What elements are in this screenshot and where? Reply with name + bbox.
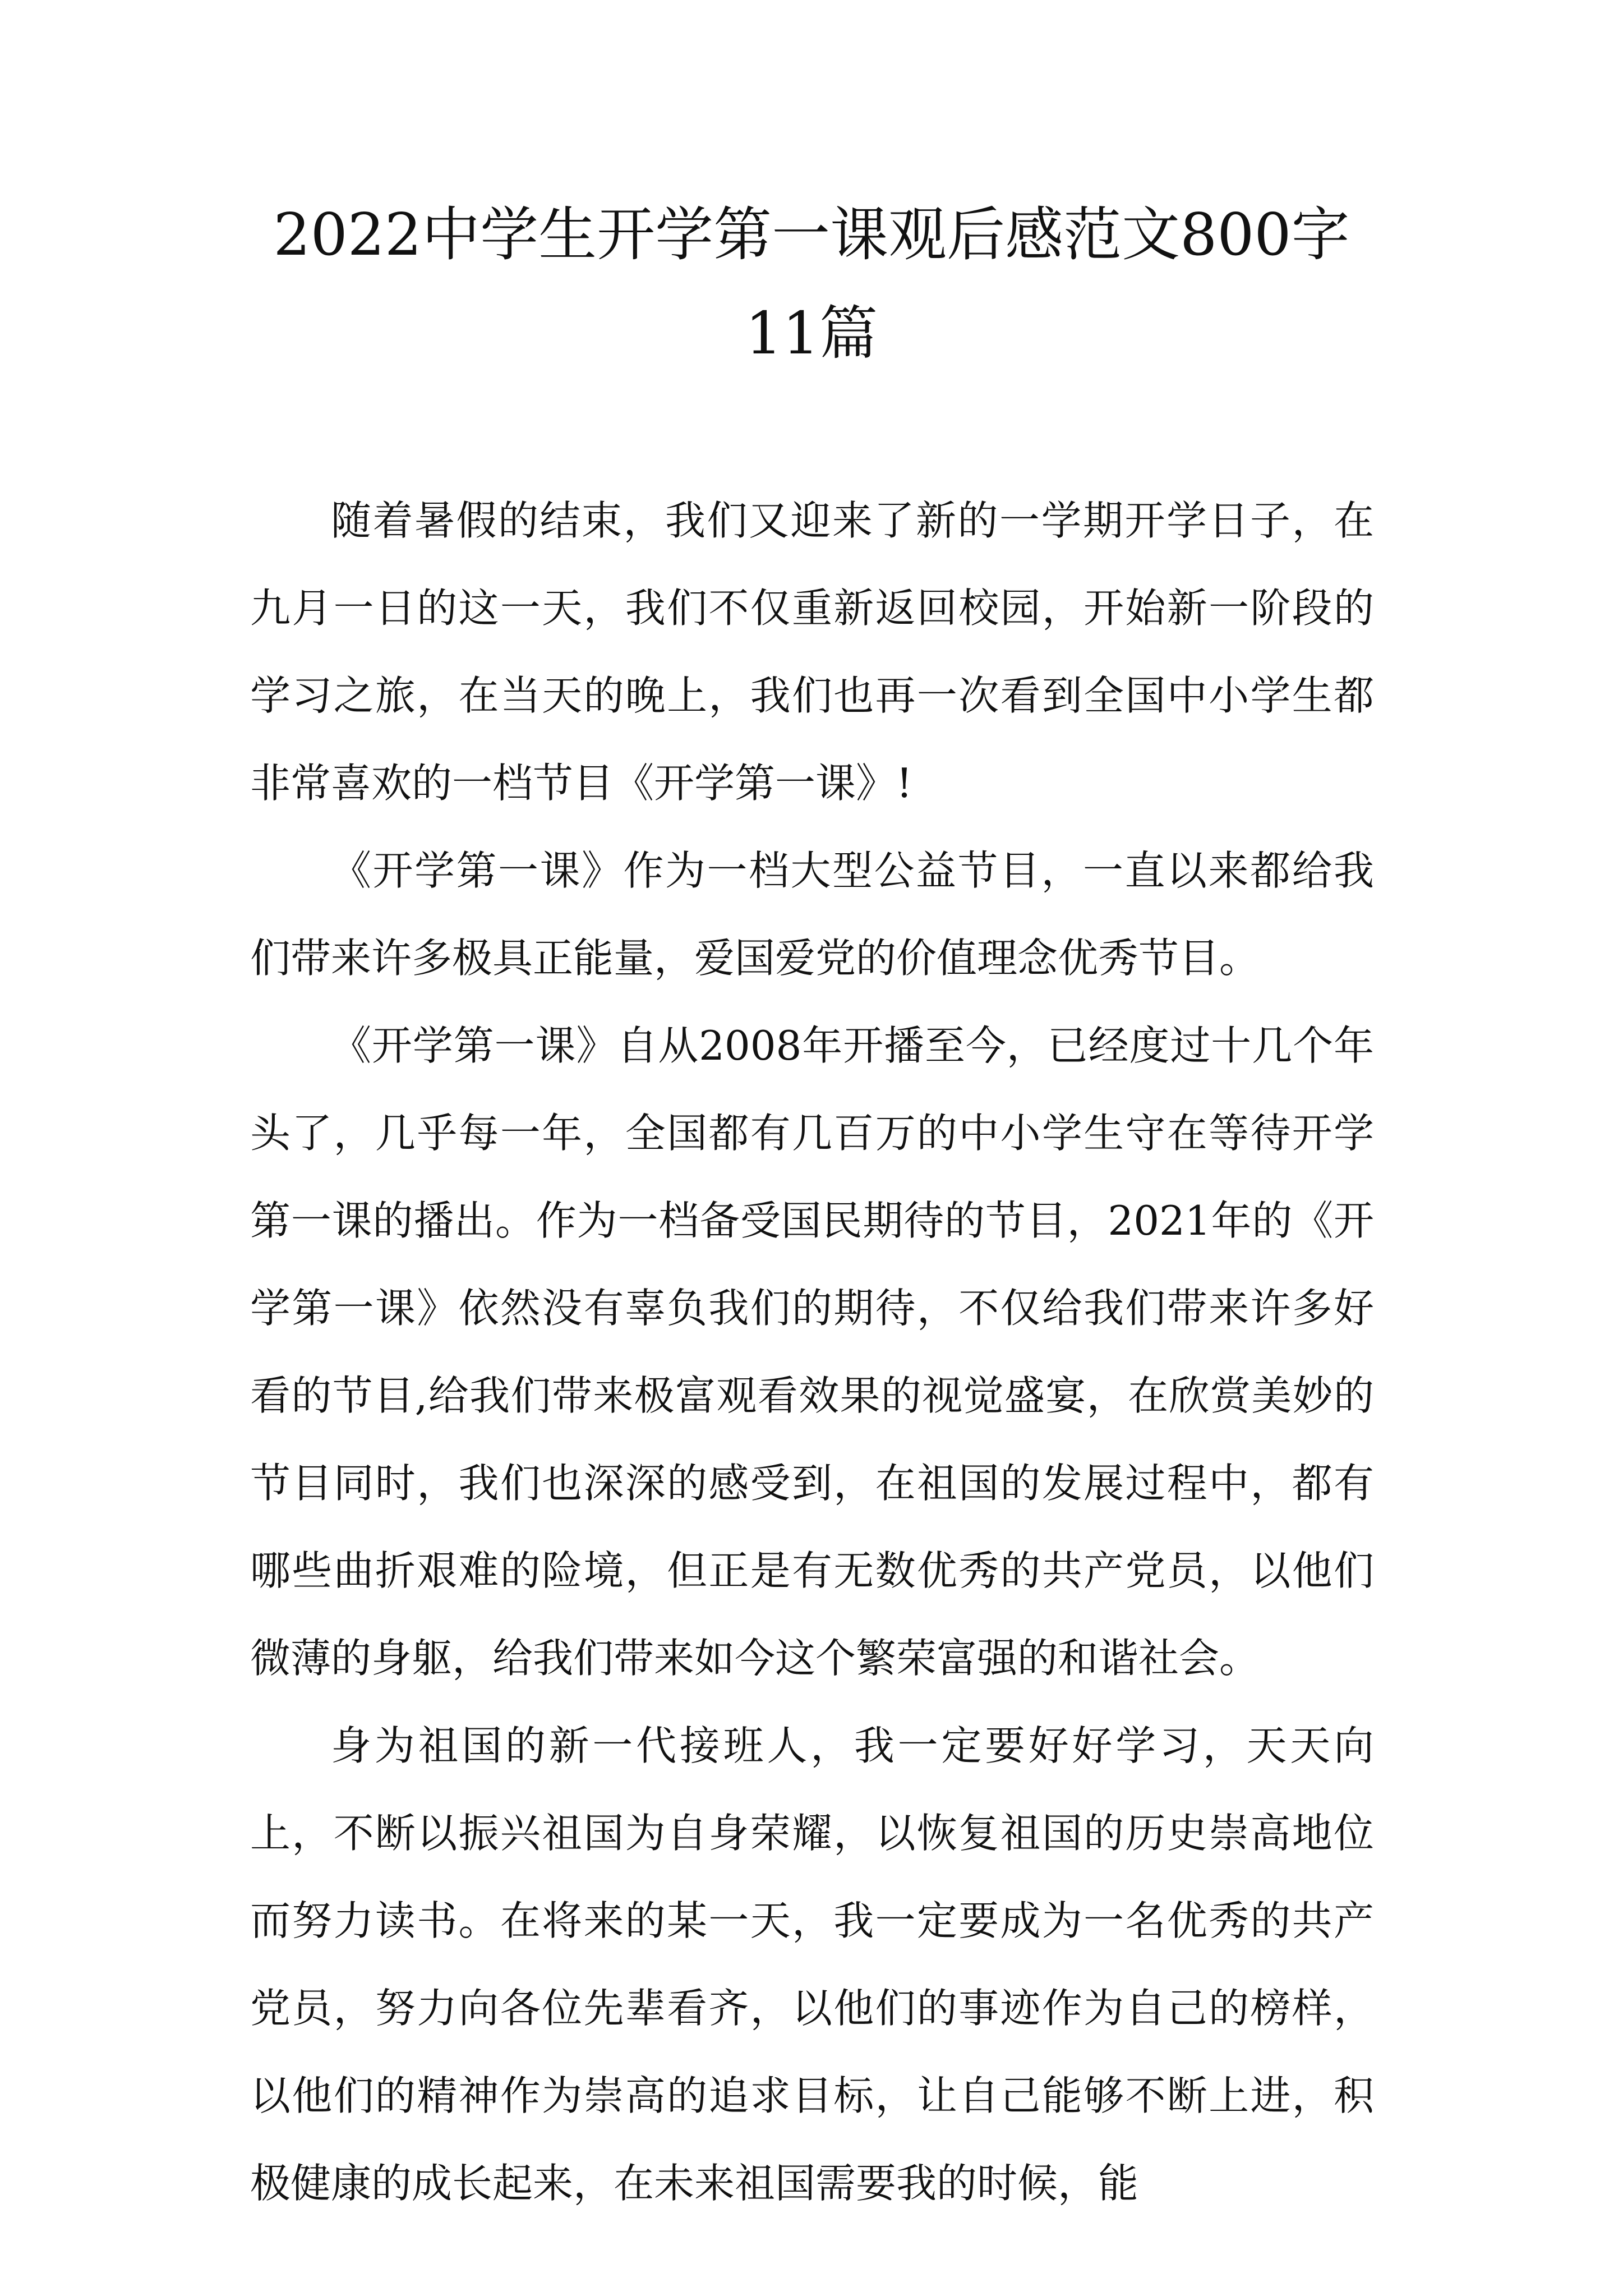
paragraph-4: 身为祖国的新一代接班人，我一定要好好学习，天天向上，不断以振兴祖国为自身荣耀，以恢复祖国的历史崇高地位而努力读书。在将来的某一天，我一定要成为一名优秀的共产党员，努力向各位先辈看齐，以他们的事迹作为自己的榜样，以他们的精神作为崇高的追求目标，让自己能够不断上进，积极健康的成长起来，在未来祖国需要我的时候，能 bbox=[250, 1722, 1374, 2207]
paragraph-2: 《开学第一课》作为一档大型公益节目，一直以来都给我们带来许多极具正能量，爱国爱党的价值理念优秀节目。 bbox=[250, 847, 1374, 982]
paragraph-3: 《开学第一课》自从2008年开播至今，已经度过十几个年头了，几乎每一年，全国都有几百万的中小学生守在等待开学第一课的播出。作为一档备受国民期待的节目，2021年的《开学第一课》依然没有辜负我们的期待，不仅给我们带来许多好看的节目,给我们带来极富观看效果的视觉盛宴，在欣赏美妙的节目同时，我们也深深的感受到，在祖国的发展过程中，都有哪些曲折艰难的险境，但正是有无数优秀的共产党员，以他们微薄的身躯，给我们带来如今这个繁荣富强的和谐社会。 bbox=[250, 1022, 1374, 1682]
document-title bbox=[213, 185, 1410, 383]
title-line-1: 2022中学生开学第一课观后感范文800字 bbox=[273, 200, 1350, 269]
title-line-2: 11篇 bbox=[745, 299, 878, 367]
document-body bbox=[250, 477, 1374, 2227]
paragraph-1: 随着暑假的结束，我们又迎来了新的一学期开学日子，在九月一日的这一天，我们不仅重新返回校园，开始新一阶段的学习之旅，在当天的晚上，我们也再一次看到全国中小学生都非常喜欢的一档节目《开学第一课》! bbox=[250, 497, 1374, 807]
